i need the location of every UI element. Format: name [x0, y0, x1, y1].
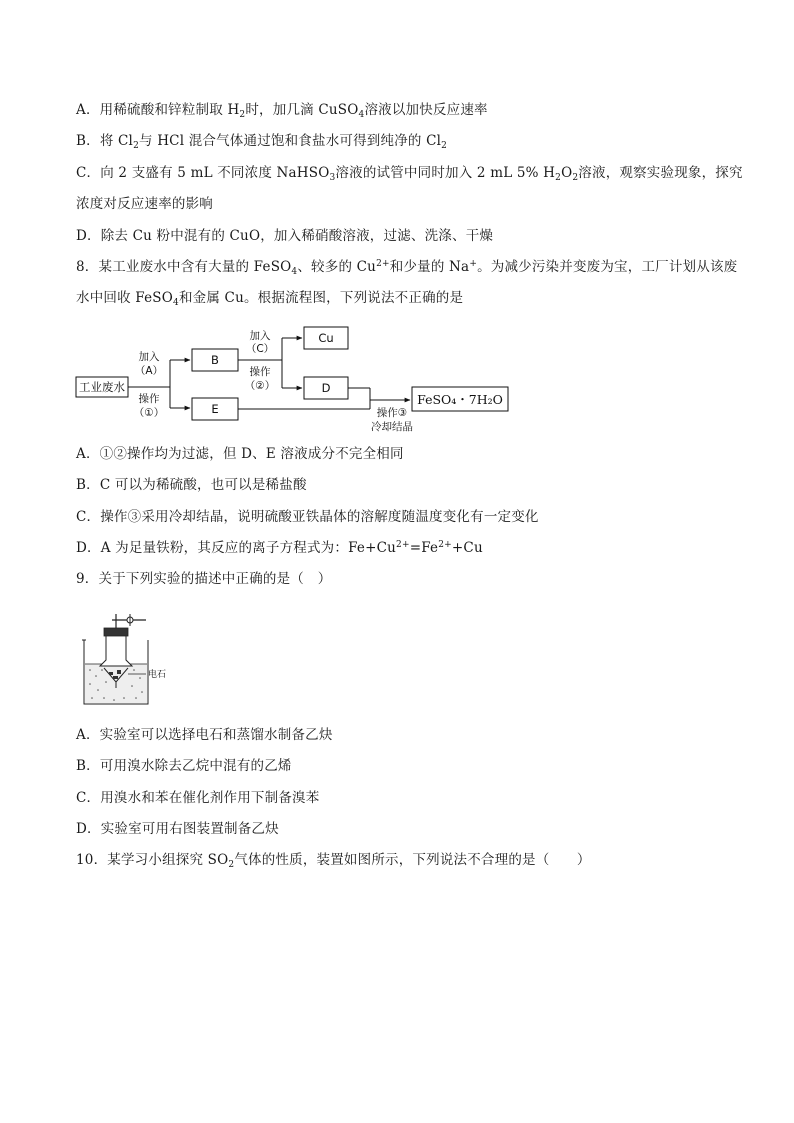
q9-option-c: C．用溴水和苯在催化剂作用下制备溴苯	[76, 790, 320, 806]
reaction-tube	[100, 634, 132, 666]
q9-option-b: B．可用溴水除去乙烷中混有的乙烯	[76, 758, 292, 774]
box-product-label: FeSO₄・7H₂O	[417, 392, 503, 407]
box-cu-label: Cu	[318, 331, 334, 345]
op1-number: （①）	[133, 407, 165, 419]
q8-stem: 8．某工业废水中含有大量的 FeSO$_4$、较多的 $Cu^{2+}$和少量的 Na+。为减少污染并变废为宝，工厂计划从该废	[76, 259, 738, 277]
add-a-reagent: （A）	[134, 365, 164, 377]
q10-stem: 10．某学习小组探究 $SO_2$气体的性质，装置如图所示，下列说法不合理的是（ ）	[76, 852, 591, 870]
op3-description: 冷却结晶	[371, 421, 413, 433]
box-d-label: D	[321, 381, 331, 395]
op2-label: 操作	[249, 366, 271, 378]
stopper	[104, 628, 128, 636]
q7-option-c-continued: 浓度对反应速率的影响	[76, 196, 213, 212]
q9-option-a: A．实验室可以选择电石和蒸馏水制备乙炔	[76, 727, 333, 743]
q8-option-b: B．C 可以为稀硫酸，也可以是稀盐酸	[76, 477, 307, 493]
op1-label: 操作	[138, 393, 160, 405]
apparatus-label-calcium-carbide: 电石	[148, 670, 167, 680]
process-flowchart	[74, 318, 534, 436]
q8-option-c: C．操作③采用冷却结晶，说明硫酸亚铁晶体的溶解度随温度变化有一定变化	[76, 509, 539, 525]
op2-number: （②）	[244, 380, 276, 392]
box-b-label: B	[211, 353, 219, 367]
q8-stem-continued: 水中回收 FeSO$_4$和金属 Cu。根据流程图，下列说法不正确的是	[76, 290, 464, 308]
acetylene-apparatus-diagram	[76, 612, 196, 708]
q7-option-b: B．将 $Cl_2$与 HCl 混合气体通过饱和食盐水可得到纯净的 $Cl_2$	[76, 133, 448, 151]
op3-label: 操作③	[376, 407, 408, 419]
box-e-label: E	[211, 402, 219, 416]
q7-option-d: D．除去 Cu 粉中混有的 CuO，加入稀硝酸溶液，过滤、洗涤、干燥	[76, 228, 494, 244]
add-c-reagent: （C）	[245, 343, 275, 355]
add-c-label: 加入	[249, 330, 271, 342]
q8-option-a: A．①②操作均为过滤，但 D、E 溶液成分不完全相同	[76, 446, 404, 462]
q9-stem: 9．关于下列实验的描述中正确的是（ ）	[76, 571, 332, 587]
q7-option-c: C．向 2 支盛有 5 mL 不同浓度 NaHSO$_3$溶液的试管中同时加入 2 mL 5% $H_2O_2$溶液，观察实验现象，探究	[76, 165, 743, 183]
add-a-label: 加入	[138, 351, 160, 363]
q9-option-d: D．实验室可用右图装置制备乙炔	[76, 821, 279, 837]
q8-option-d: D．A 为足量铁粉，其反应的离子方程式为：$Fe+Cu^{2+}=Fe^{2+}+Cu$	[76, 540, 483, 556]
box-industrial-wastewater-label: 工业废水	[79, 380, 125, 394]
q7-option-a: A．用稀硫酸和锌粒制取 $H_2$时，加几滴 CuSO$_4$溶液以加快反应速率	[76, 102, 488, 120]
